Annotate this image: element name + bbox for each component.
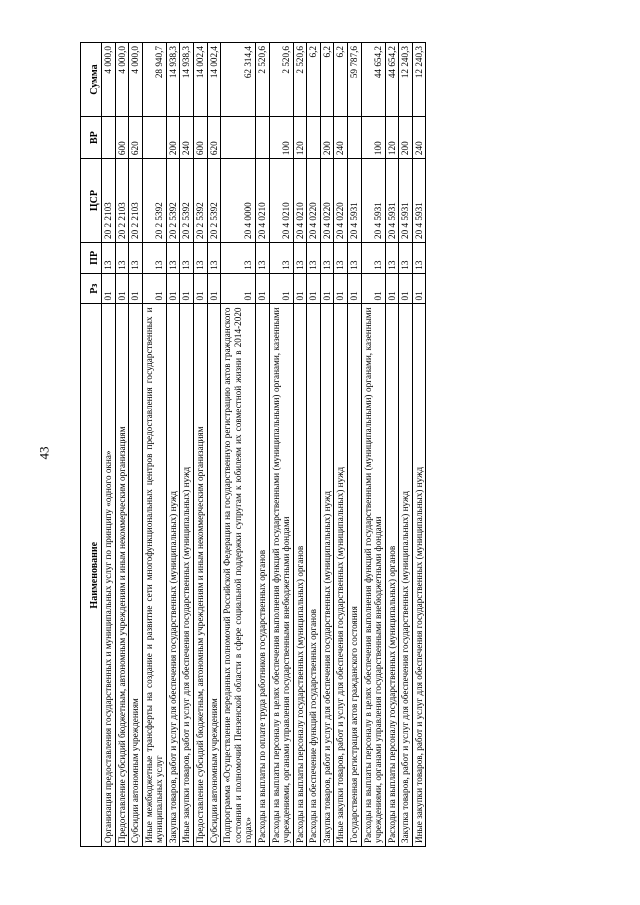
row-pr: 13 [194, 242, 208, 273]
row-pr: 13 [142, 242, 166, 273]
table-row [269, 43, 293, 847]
row-pr: 13 [399, 242, 413, 273]
row-csr: 20 4 0220 [307, 159, 321, 243]
row-pr: 13 [347, 242, 361, 273]
row-rz: 01 [180, 273, 194, 304]
row-rz: 01 [307, 273, 321, 304]
row-vr [255, 117, 269, 159]
row-csr: 20 2 5392 [207, 159, 221, 243]
row-name: Организация предоставления государственных и муниципальных услуг по принципу «одного окна» [102, 304, 116, 847]
row-csr: 20 2 5392 [180, 159, 194, 243]
row-vr: 200 [399, 117, 413, 159]
row-csr: 20 2 2103 [102, 159, 116, 243]
row-sum: 14 002,4 [207, 43, 221, 117]
row-rz: 01 [207, 273, 221, 304]
row-rz: 01 [412, 273, 426, 304]
row-sum: 6,2 [334, 43, 348, 117]
table-row [361, 43, 385, 847]
row-csr: 20 4 5931 [412, 159, 426, 243]
row-vr: 240 [334, 117, 348, 159]
row-sum: 4 000,0 [102, 43, 116, 117]
row-csr: 20 2 2103 [129, 159, 143, 243]
row-rz: 01 [102, 273, 116, 304]
row-vr: 100 [361, 117, 385, 159]
row-name: Расходы на обеспечение функций государственных органов [307, 304, 321, 847]
row-sum: 2 520,6 [255, 43, 269, 117]
row-vr: 620 [207, 117, 221, 159]
page-number: 43 [36, 446, 52, 460]
row-sum: 14 938,3 [166, 43, 180, 117]
row-name: Расходы на выплаты персоналу государственных (муниципальных) органов [293, 304, 307, 847]
row-sum: 2 520,6 [293, 43, 307, 117]
row-csr: 20 2 5392 [166, 159, 180, 243]
row-sum: 14 938,3 [180, 43, 194, 117]
table-row [255, 43, 269, 847]
table-row [307, 43, 321, 847]
row-rz: 01 [334, 273, 348, 304]
row-name: Предоставление субсидий бюджетным, автономным учреждениям и иным некоммерческим организациям [194, 304, 208, 847]
row-csr: 20 4 5931 [385, 159, 399, 243]
table-row [293, 43, 307, 847]
row-csr: 20 4 0210 [269, 159, 293, 243]
row-vr: 200 [320, 117, 334, 159]
row-name: Закупка товаров, работ и услуг для обеспечения государственных (муниципальных) нужд [320, 304, 334, 847]
row-rz: 01 [293, 273, 307, 304]
row-vr: 600 [115, 117, 129, 159]
row-rz: 01 [221, 273, 256, 304]
header-name: Наименование [81, 304, 102, 847]
row-rz: 01 [166, 273, 180, 304]
row-pr: 13 [307, 242, 321, 273]
table-row [115, 43, 129, 847]
table-row [221, 43, 256, 847]
row-sum: 4 000,0 [129, 43, 143, 117]
row-csr: 20 4 0210 [255, 159, 269, 243]
row-rz: 01 [385, 273, 399, 304]
table-row [142, 43, 166, 847]
table-row [194, 43, 208, 847]
header-pr: ПР [81, 242, 102, 273]
row-name: Субсидии автономным учреждениям [129, 304, 143, 847]
row-rz: 01 [269, 273, 293, 304]
row-vr: 200 [166, 117, 180, 159]
row-vr [142, 117, 166, 159]
row-rz: 01 [255, 273, 269, 304]
row-name: Расходы на выплаты персоналу в целях обеспечения выполнения функций государственными (муниципальными) органами, казенными учреждениями, органами управления государственными внебюджетными фондами [361, 304, 385, 847]
row-vr: 620 [129, 117, 143, 159]
table-row [129, 43, 143, 847]
budget-table [80, 42, 426, 847]
row-name: Предоставление субсидий бюджетным, автономным учреждениям и иным некоммерческим организациям [115, 304, 129, 847]
table-row [412, 43, 426, 847]
row-rz: 01 [347, 273, 361, 304]
row-vr: 120 [293, 117, 307, 159]
header-csr: ЦСР [81, 159, 102, 243]
header-rz: Рз [81, 273, 102, 304]
row-pr: 13 [293, 242, 307, 273]
row-csr: 20 4 0000 [221, 159, 256, 243]
row-pr: 13 [102, 242, 116, 273]
table-row [102, 43, 116, 847]
row-sum: 59 787,6 [347, 43, 361, 117]
row-pr: 13 [221, 242, 256, 273]
row-name: Иные закупки товаров, работ и услуг для обеспечения государственных (муниципальных) нужд [180, 304, 194, 847]
row-vr [307, 117, 321, 159]
row-csr: 20 4 0220 [320, 159, 334, 243]
row-csr: 20 2 2103 [115, 159, 129, 243]
row-name: Расходы на выплаты персоналу в целях обеспечения выполнения функций государственными (муниципальными) органами, казенными учреждениями, органами управления государственными внебюджетными фондами [269, 304, 293, 847]
row-vr [347, 117, 361, 159]
table-row [334, 43, 348, 847]
row-rz: 01 [361, 273, 385, 304]
row-pr: 13 [207, 242, 221, 273]
row-pr: 13 [129, 242, 143, 273]
row-name: Закупка товаров, работ и услуг для обеспечения государственных (муниципальных) нужд [166, 304, 180, 847]
header-sum: Сумма [81, 43, 102, 117]
table-row [180, 43, 194, 847]
row-vr: 600 [194, 117, 208, 159]
row-sum: 2 520,6 [269, 43, 293, 117]
row-name: Расходы на выплаты персоналу государственных (муниципальных) органов [385, 304, 399, 847]
row-rz: 01 [194, 273, 208, 304]
row-sum: 6,2 [320, 43, 334, 117]
row-name: Закупка товаров, работ и услуг для обеспечения государственных (муниципальных) нужд [399, 304, 413, 847]
table-row [166, 43, 180, 847]
row-sum: 28 940,7 [142, 43, 166, 117]
budget-table-container [80, 42, 560, 847]
table-row [207, 43, 221, 847]
row-pr: 13 [180, 242, 194, 273]
row-name: Иные закупки товаров, работ и услуг для обеспечения государственных (муниципальных) нужд [334, 304, 348, 847]
row-sum: 6,2 [307, 43, 321, 117]
table-row [320, 43, 334, 847]
table-row [385, 43, 399, 847]
row-sum: 14 002,4 [194, 43, 208, 117]
row-sum: 44 654,2 [361, 43, 385, 117]
row-pr: 13 [166, 242, 180, 273]
row-pr: 13 [269, 242, 293, 273]
row-name: Субсидии автономным учреждениям [207, 304, 221, 847]
row-name: Государственная регистрация актов гражданского состояния [347, 304, 361, 847]
row-csr: 20 4 5931 [347, 159, 361, 243]
row-vr [221, 117, 256, 159]
row-pr: 13 [361, 242, 385, 273]
row-name: Иные закупки товаров, работ и услуг для обеспечения государственных (муниципальных) нужд [412, 304, 426, 847]
row-rz: 01 [129, 273, 143, 304]
row-sum: 4 000,0 [115, 43, 129, 117]
row-sum: 44 654,2 [385, 43, 399, 117]
row-rz: 01 [115, 273, 129, 304]
row-csr: 20 4 0210 [293, 159, 307, 243]
row-rz: 01 [399, 273, 413, 304]
row-sum: 12 240,3 [399, 43, 413, 117]
row-pr: 13 [385, 242, 399, 273]
row-name: Расходы на выплаты по оплате труда работников государственных органов [255, 304, 269, 847]
row-vr: 240 [412, 117, 426, 159]
table-row [347, 43, 361, 847]
row-rz: 01 [320, 273, 334, 304]
row-rz: 01 [142, 273, 166, 304]
table-header-row [81, 43, 102, 847]
table-row [399, 43, 413, 847]
row-csr: 20 2 5392 [142, 159, 166, 243]
row-pr: 13 [255, 242, 269, 273]
row-csr: 20 4 0220 [334, 159, 348, 243]
row-name: Подпрограмма «Осуществление переданных полномочий Российской Федерации на государственную регистрацию актов гражданского состояния и полномочий Пензенской области в сфере социальной поддержки супругам к юбилеям их совместной жизни в 2014-2020 годах» [221, 304, 256, 847]
row-sum: 62 314,4 [221, 43, 256, 117]
row-vr [102, 117, 116, 159]
header-vr: ВР [81, 117, 102, 159]
row-vr: 240 [180, 117, 194, 159]
row-pr: 13 [334, 242, 348, 273]
row-pr: 13 [115, 242, 129, 273]
row-pr: 13 [320, 242, 334, 273]
row-pr: 13 [412, 242, 426, 273]
row-vr: 120 [385, 117, 399, 159]
row-name: Иные межбюджетные трансферты на создание и развитие сети многофункциональных центров предоставления государственных и муниципальных услуг [142, 304, 166, 847]
row-sum: 12 240,3 [412, 43, 426, 117]
row-csr: 20 4 5931 [399, 159, 413, 243]
row-csr: 20 4 5931 [361, 159, 385, 243]
row-vr: 100 [269, 117, 293, 159]
row-csr: 20 2 5392 [194, 159, 208, 243]
